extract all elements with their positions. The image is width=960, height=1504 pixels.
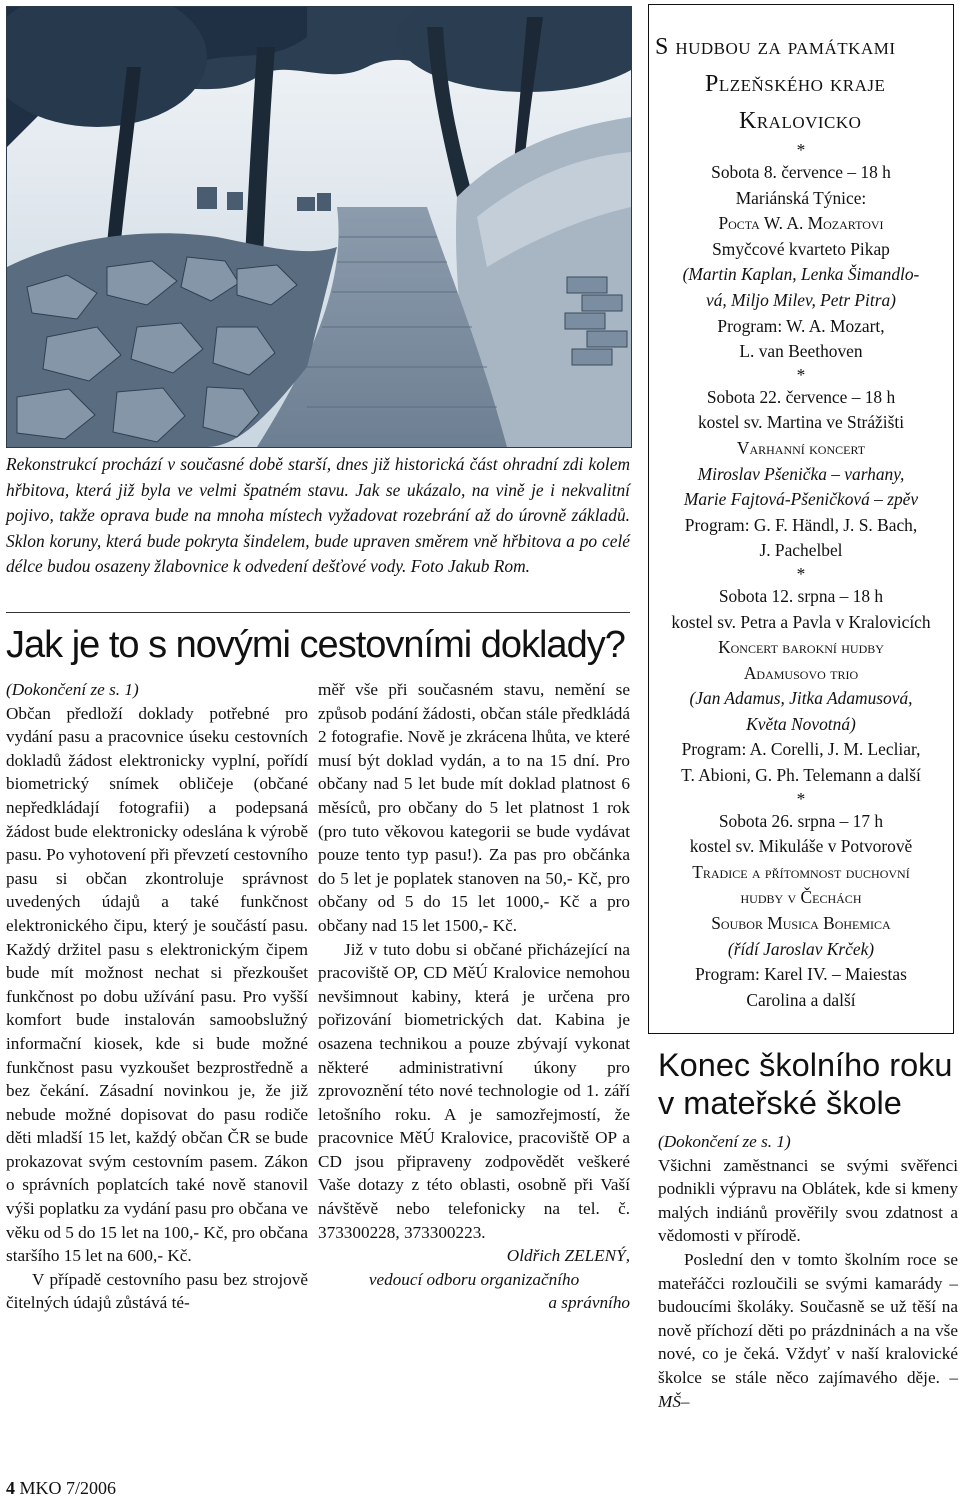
separator: *	[796, 788, 806, 809]
concert-place: kostel sv. Mikuláše v Potvorově	[689, 836, 913, 857]
concert-program: J. Pachelbel	[759, 540, 843, 561]
author-role: vedoucí odboru organizačního	[368, 1269, 580, 1289]
concert-ensemble: Adamusovo trio	[743, 662, 859, 683]
concert-name: Pocta W. A. Mozartovi	[718, 213, 884, 234]
article-photo	[6, 6, 632, 448]
concert-program: L. van Beethoven	[739, 341, 863, 362]
school-paragraph-text: Poslední den v tomto školním roce se mateřáčci rozloučili se svými kamarády – budoucími školáky. Současně se už těší na nově příchozí děti po prázdninách a na vše nové, co je čeká. Vždyť v naší kralovické školce se stále něco zajímavého děje.	[658, 1249, 958, 1387]
concert-members: vá, Miljo Milev, Petr Pitra)	[706, 289, 896, 310]
concert-program: Program: G. F. Händl, J. S. Bach,	[684, 514, 918, 535]
concert-place: Mariánská Týnice:	[735, 187, 867, 208]
school-paragraph	[658, 1248, 958, 1413]
box-title: Kralovicko	[739, 108, 862, 134]
box-title: Plzeňského kraje	[705, 71, 886, 97]
concert-name: Varhanní koncert	[736, 437, 866, 458]
page-footer	[6, 1478, 116, 1499]
concert-place: kostel sv. Martina ve Strážišti	[697, 412, 905, 433]
concert-members: (Martin Kaplan, Lenka Šimandlo-	[682, 264, 920, 285]
concert-name: Tradice a přítomnost duchovní	[692, 861, 910, 882]
article-column-1	[6, 678, 308, 1315]
concert-date: Sobota 26. srpna – 17 h	[718, 810, 884, 831]
issue-label: MKO 7/2006	[19, 1478, 117, 1498]
article-paragraph: V případě cestovního pasu bez strojově čitelných údajů zůstává té-	[6, 1269, 308, 1313]
concert-name: Koncert barokní hudby	[718, 637, 884, 658]
page-number: 4	[6, 1478, 15, 1498]
cemetery-wall-photo	[7, 7, 631, 447]
article-title: Jak je to s novými cestovními doklady?	[6, 624, 625, 666]
concert-members: Květa Novotná)	[746, 713, 856, 734]
continued-note: (Dokončení ze s. 1)	[6, 680, 139, 699]
school-paragraph: Všichni zaměstnanci se svými svěřenci podnikli výpravu na Oblátek, kde si kmeny malých indiánů prověřily svou zdatnost a vědomosti v přírodě.	[658, 1155, 958, 1246]
concert-program: T. Abioni, G. Ph. Telemann a další	[681, 765, 921, 786]
school-article-title: Konec školního roku v mateřské škole	[658, 1047, 953, 1121]
concert-schedule-box	[648, 4, 954, 1034]
author-role: a správního	[548, 1293, 630, 1313]
concert-name: hudby v Čechách	[740, 887, 862, 908]
concert-ensemble: Smyčcové kvarteto Pikap	[712, 238, 890, 259]
concert-place: kostel sv. Petra a Pavla v Kralovicích	[671, 611, 931, 632]
concert-program: Program: Karel IV. – Maiestas	[695, 964, 907, 985]
separator: *	[796, 140, 806, 160]
article-paragraph: měř vše při současném stavu, nemění se způsob podání žádosti, občan stále předkládá 2 fotografie. Nově je zkrácena lhůta, ve které musí být doklad vydán, a to na 15 dní. Pro občany nad 5 let bude mít doklad platnost 6 měsíců, pro občany do 5 let platnost 1 rok (pro tuto věkovou kategorii se bude vydávat pouze tento typ pasu!). Za pas pro občánka do 5 let je poplatek stanoven na 50,- Kč, pro občany od 5 do 15 let 1000,- Kč a pro občany nad 15 let 1500,- Kč.	[318, 680, 630, 935]
article-paragraph: Občan předloží doklady potřebné pro vydání pasu a pracovnice úseku cestovních dokladů žádost elektronicky vyplní, pořídí biometrický snímek obličeje (občané nepředkládají fotografii) a podepsaná žádost bude elektronicky odeslána k výrobě pasu. Po vyhotovení při převzetí cestovního pasu si občan zkontroluje správnost uvedených údajů a také funkčnost elektronického čipu, který je součástí pasu. Každý držitel pasu s elektronickým čipem bude mít možnost nechat si přezkoušet funkčnost po dobu užívání pasu. Pro vyšší komfort bude instalován samoobslužný informační kiosek, kde si bude možné funkčnost pasu vyzkoušet bezprostředně a bez čekání. Zásadní novinkou je, že již nebude možné dopisovat do pasu rodiče děti mladší 15 let, každý občan ČR se bude prokazovat svým cestovním pasem. Zákon o správních poplatcích také nově stanovil výši poplatku za vydání pasu pro občana ve věku od 5 do 15 let na 100,- Kč, pro občana staršího 15 let na 600,- Kč.	[6, 703, 308, 1266]
box-title: S hudbou za památkami	[655, 34, 896, 60]
concert-ensemble: Soubor Musica Bohemica	[711, 913, 891, 934]
school-article-body	[658, 1130, 958, 1413]
photo-caption: Rekonstrukcí prochází v současné době starší, dnes již historická část ohradní zdi kolem hřbitova, která již byla ve velmi špatném stavu. Jak se ukázalo, na vině je i nekvalitní pojivo, takže oprava bude na mnoha místech vyžadovat rozebrání až do úrovně základů. Sklon koruny, která bude pokryta šindelem, bude upraven směrem vně hřbitova a po celé délce budou osazeny žlabovnice k odvedení dešťové vody. Foto Jakub Rom.	[6, 454, 630, 577]
concert-date: Sobota 8. července – 18 h	[711, 162, 891, 182]
concert-performers: Miroslav Pšenička – varhany,	[697, 463, 905, 484]
article-column-2	[318, 678, 630, 1315]
separator: *	[796, 563, 806, 584]
separator: *	[796, 364, 806, 385]
article-paragraph: Již v tuto dobu si občané přicházející na pracoviště OP, CD MěÚ Kralovice nemohou nevšimnout kabiny, která je určena pro pořizování biometrických dat. Kabina je osazena technikou a pouze zbývají vykonat některé administrativní úkony pro zprovoznění této nové technologie od 1. září letošního roku. A je samozřejmostí, že pracovnice MěÚ Kralovice, pracoviště OP a CD jsou připraveny zodpovědět veškeré Vaše dotazy z této oblasti, osobně při Vaší návštěvě nebo telefonicky na tel. č. 373300228, 373300223.	[318, 939, 630, 1242]
concert-program: Carolina a další	[746, 989, 856, 1010]
concert-program: Program: A. Corelli, J. M. Lecliar,	[681, 739, 921, 760]
concert-members: (Jan Adamus, Jitka Adamusová,	[689, 688, 913, 709]
concert-date: Sobota 12. srpna – 18 h	[718, 585, 884, 606]
concert-conductor: (řídí Jaroslav Krček)	[727, 938, 875, 959]
divider-line	[6, 612, 630, 613]
concert-program: Program: W. A. Mozart,	[717, 315, 885, 336]
continued-note: (Dokončení ze s. 1)	[658, 1132, 791, 1151]
school-signature: –MŠ–	[658, 1367, 958, 1411]
author-name: Oldřich ZELENÝ,	[506, 1246, 630, 1266]
concert-date: Sobota 22. července – 18 h	[706, 386, 896, 407]
concert-performers: Marie Fajtová-Pšeničková – zpěv	[683, 489, 919, 510]
